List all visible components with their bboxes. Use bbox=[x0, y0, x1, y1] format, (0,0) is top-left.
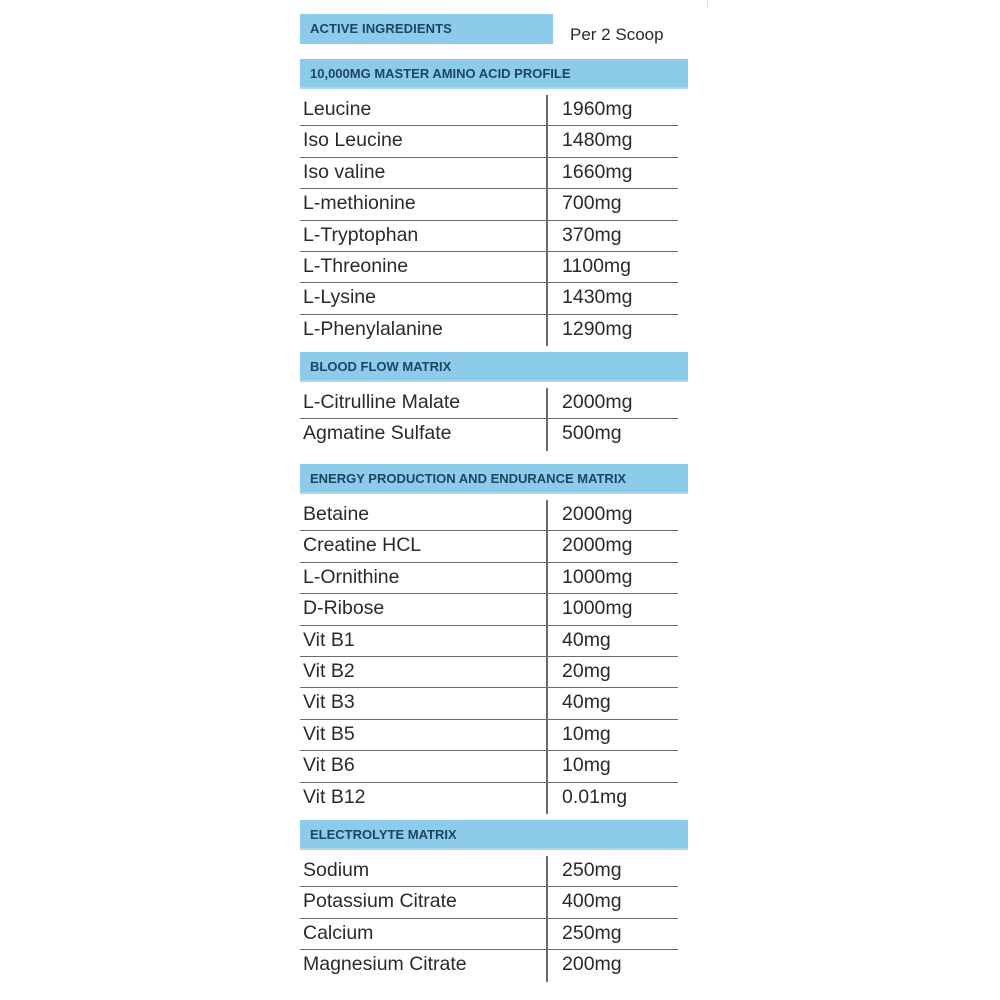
ingredient-name: Vit B1 bbox=[303, 628, 355, 651]
ingredient-name: L-Phenylalanine bbox=[303, 317, 443, 340]
ingredient-name: Potassium Citrate bbox=[303, 890, 457, 913]
ingredient-row bbox=[300, 594, 678, 625]
ingredient-table bbox=[300, 95, 688, 346]
ingredient-amount: 40mg bbox=[562, 628, 611, 651]
ingredient-amount: 250mg bbox=[562, 921, 622, 944]
column-divider bbox=[546, 126, 548, 156]
column-divider bbox=[546, 388, 548, 418]
ingredient-name: Sodium bbox=[303, 859, 370, 881]
energy-endurance-section bbox=[300, 464, 688, 814]
ingredient-amount: 500mg bbox=[562, 422, 622, 445]
ingredient-name: Calcium bbox=[303, 921, 374, 944]
ingredient-name: Vit B6 bbox=[303, 754, 355, 777]
column-divider bbox=[546, 315, 548, 346]
ingredient-name: Vit B3 bbox=[303, 691, 355, 714]
ingredient-amount: 250mg bbox=[562, 859, 622, 881]
ingredient-amount: 1000mg bbox=[562, 565, 633, 588]
ingredient-row bbox=[300, 720, 678, 751]
ingredient-name: Vit B5 bbox=[303, 722, 355, 745]
column-divider bbox=[546, 189, 548, 219]
ingredient-name: L-Ornithine bbox=[303, 565, 400, 588]
ingredient-name: L-Threonine bbox=[303, 254, 409, 277]
column-divider bbox=[546, 95, 548, 125]
column-divider bbox=[546, 783, 548, 814]
column-divider bbox=[546, 856, 548, 886]
ingredient-row bbox=[300, 283, 678, 314]
ingredient-amount: 1960mg bbox=[562, 98, 633, 120]
ingredient-amount: 0.01mg bbox=[562, 785, 628, 808]
column-divider bbox=[546, 720, 548, 750]
ingredient-row bbox=[300, 126, 678, 157]
ingredient-table bbox=[300, 388, 688, 451]
column-divider bbox=[546, 283, 548, 313]
ingredient-amount: 2000mg bbox=[562, 391, 633, 413]
ingredient-name: L-methionine bbox=[303, 192, 416, 215]
ingredient-name: Vit B2 bbox=[303, 659, 355, 682]
ingredient-name: L-Tryptophan bbox=[303, 223, 419, 246]
column-divider bbox=[546, 158, 548, 188]
ingredient-name: Betaine bbox=[303, 503, 370, 525]
column-divider bbox=[546, 563, 548, 593]
ingredient-amount: 10mg bbox=[562, 722, 611, 745]
ingredient-row bbox=[300, 252, 678, 283]
ingredient-row bbox=[300, 500, 678, 531]
ingredient-row bbox=[300, 419, 678, 450]
column-divider bbox=[546, 594, 548, 624]
ingredient-row bbox=[300, 919, 678, 950]
active-ingredients-header: ACTIVE INGREDIENTS bbox=[300, 14, 553, 44]
ingredient-row bbox=[300, 221, 678, 252]
column-divider bbox=[546, 950, 548, 981]
ingredient-name: D-Ribose bbox=[303, 597, 385, 620]
ingredient-row bbox=[300, 950, 678, 981]
ingredient-amount: 40mg bbox=[562, 691, 611, 714]
ingredient-name: Iso Leucine bbox=[303, 129, 403, 152]
ingredient-amount: 10mg bbox=[562, 754, 611, 777]
ingredient-name: Leucine bbox=[303, 98, 372, 120]
ingredient-row bbox=[300, 626, 678, 657]
ingredient-row bbox=[300, 657, 678, 688]
ingredient-name: L-Lysine bbox=[303, 286, 376, 309]
ingredient-name: Vit B12 bbox=[303, 785, 366, 808]
ingredient-amount: 1660mg bbox=[562, 160, 633, 183]
column-divider bbox=[546, 657, 548, 687]
column-divider bbox=[546, 688, 548, 718]
ingredient-row bbox=[300, 887, 678, 918]
ingredient-amount: 1000mg bbox=[562, 597, 633, 620]
ingredient-name: Agmatine Sulfate bbox=[303, 422, 452, 445]
ingredient-amount: 1100mg bbox=[562, 254, 632, 277]
section-title: ELECTROLYTE MATRIX bbox=[300, 820, 688, 850]
ingredient-amount: 1290mg bbox=[562, 317, 633, 340]
ingredient-amount: 200mg bbox=[562, 953, 622, 976]
ingredient-amount: 370mg bbox=[562, 223, 622, 246]
ingredient-name: Creatine HCL bbox=[303, 534, 422, 557]
column-divider bbox=[546, 919, 548, 949]
column-divider bbox=[546, 419, 548, 450]
ingredient-table bbox=[300, 500, 688, 814]
ingredient-name: L-Citrulline Malate bbox=[303, 391, 461, 413]
ingredient-table bbox=[300, 856, 688, 982]
column-divider bbox=[546, 887, 548, 917]
column-divider bbox=[546, 531, 548, 561]
section-title: ENERGY PRODUCTION AND ENDURANCE MATRIX bbox=[300, 464, 688, 494]
ingredient-name: Iso valine bbox=[303, 160, 386, 183]
ingredient-row bbox=[300, 388, 678, 419]
ingredient-row bbox=[300, 95, 678, 126]
ingredient-amount: 1480mg bbox=[562, 129, 633, 152]
amino-acid-section bbox=[300, 59, 688, 346]
ingredient-row bbox=[300, 189, 678, 220]
blood-flow-section bbox=[300, 352, 688, 451]
ingredient-row bbox=[300, 688, 678, 719]
ingredient-amount: 700mg bbox=[562, 192, 622, 215]
ingredient-row bbox=[300, 158, 678, 189]
section-title: 10,000MG MASTER AMINO ACID PROFILE bbox=[300, 59, 688, 89]
ingredient-row bbox=[300, 856, 678, 887]
ingredients-panel bbox=[300, 0, 708, 1000]
column-divider bbox=[546, 500, 548, 530]
edge-divider bbox=[707, 0, 708, 8]
ingredient-row bbox=[300, 531, 678, 562]
ingredient-amount: 2000mg bbox=[562, 503, 633, 525]
column-divider bbox=[546, 626, 548, 656]
ingredient-amount: 2000mg bbox=[562, 534, 633, 557]
electrolyte-section bbox=[300, 820, 688, 982]
ingredient-row bbox=[300, 751, 678, 782]
ingredient-name: Magnesium Citrate bbox=[303, 953, 467, 976]
ingredient-row bbox=[300, 563, 678, 594]
ingredient-amount: 20mg bbox=[562, 659, 611, 682]
ingredient-row bbox=[300, 315, 678, 346]
section-title: BLOOD FLOW MATRIX bbox=[300, 352, 688, 382]
column-divider bbox=[546, 221, 548, 251]
column-divider bbox=[546, 751, 548, 781]
ingredient-row bbox=[300, 783, 678, 814]
per-serving-label: Per 2 Scoop bbox=[570, 25, 664, 44]
ingredient-amount: 400mg bbox=[562, 890, 622, 913]
ingredient-amount: 1430mg bbox=[562, 286, 633, 309]
column-divider bbox=[546, 252, 548, 282]
